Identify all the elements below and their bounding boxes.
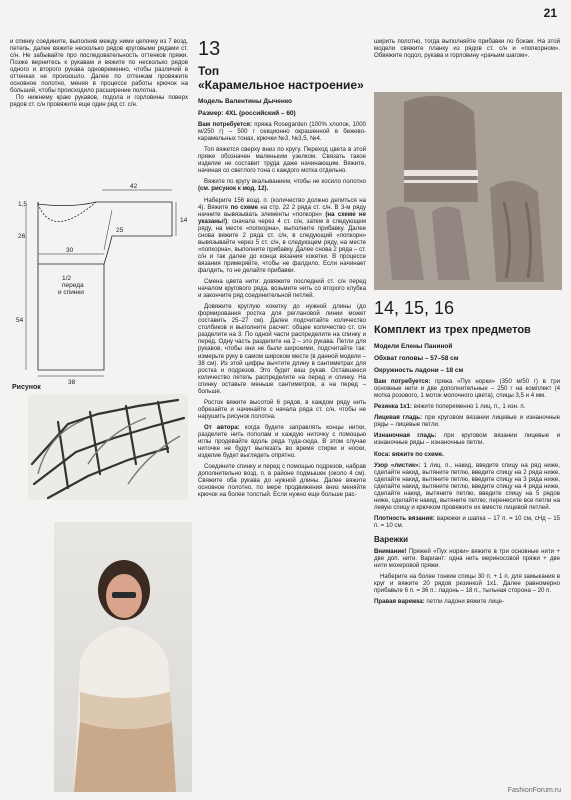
hat-mittens-figure [374,92,562,290]
model-numbers: 14, 15, 16 [374,298,455,318]
leaf-text: 1 лиц. п., накид, введите спицу на ряд ниже, сделайте накид, вытяните петлю, введите спицу на 2 ряда ниже, сделайте накид, вытяните петлю, введите спицу на 3 ряда ниже, сделайте накид, вытяните петлю, введите спицу на 4 ряда ниже, сделайте накид, вытяните петлю, введите спицу на 5 рядов ниже, сделайте накид, вытяните петлю; перенесите все петли на левую спицу и крючком провяжите их вместе лицевой петлей. [374,461,560,511]
cable-label: Коса: [374,450,391,458]
para-3-c: на стр. 22 2 ряда ст. с/н. В 3-м ряду начните вывязывать элементы «попкорн» [198,203,366,218]
head-size: Обхват головы – 57–58 см [374,355,459,363]
column-right [374,38,560,59]
para-5: Довяжите круглую кокетку до нужной длины (до формирования ростка для реглановой линии может составить 25–27 см). Далее подсчитайте количество столбиков и выполните расчет: общее количество ст. с/н разделите на 3. По одной части распределите на спинку и перед. Одну часть разделите на 2 – это рукава. Петли для рукавов, чтобы они не были широкими, подсчитайте так: измерьте руку в самом широком месте (в данной модели – 38 см). Из этой цифры вычтите длину в сантиметрах для ростка и подрезов. Это будет ваш рукав. Оставшееся количество петель распределите на перед и спинку. На спинку оставьте меньше сантиметров, а на перед – больше. [198,303,366,395]
materials-label: Вам потребуется: [198,121,252,129]
para-3-e: : сначала через 4 ст. с/н, затем в следующем ряду, на месте «попкорна», выполните прибавку. Далее снова вяжите 2 ряда ст. с/н, в следующий «попкорн» вывязывайте через 5 ст. с/н, в следующем ряду, на месте «попкорна», выполните прибавку. Далее снова 2 ряда – ст. с/н и так далее до конца вязания кокетки. В процессе вязания примеряйте, чтобы не фалдило. Если начинает фалдить, то не делайте прибавки. [198,217,366,274]
stockinette [374,414,560,428]
cast-on: Наберите на более тонкие спицы 30 п. + 1 п. для замыкания в круг и вяжите 20 рядов резинкой 1х1. Далее равномерно прибавьте 6 п. = 36 п.: ладонь – 18 п., тыльная сторона – 20 п. [374,573,560,595]
cable [374,451,560,458]
palm-size: Окружность ладони – 18 см [374,367,464,375]
page-number: 21 [543,6,557,20]
attention-label: Внимание! [374,547,407,555]
author-note-label: От автора: [204,423,240,431]
reverse-stockinette [374,432,560,446]
right-mitten-text: петли ладони вяжите лице- [424,598,505,606]
label-front: переда [62,282,84,289]
para-4: Смена цвета нити: довяжите последний ст. с/н перед началом кругового ряда, возьмите нить со второго клубка и закончите ряд соединительной петлей. [198,278,366,300]
materials [198,121,366,142]
size: Размер: 4XL (российский – 60) [198,110,296,118]
materials-2-text: пряжа «Пух норки» (350 м/50 г) в три основные нити и две дополнительные – 250 г на комплект (4 мотка розового, 1 моток молочного цвета), спицы 3,5 и 4 мм. [374,378,561,400]
stitch-figure [28,394,188,500]
cable-text: вяжите по схеме. [390,450,444,458]
materials-2 [374,378,560,399]
designer-2: Модели Елены Паниной [374,343,453,350]
column-middle [198,38,366,498]
dim-42: 42 [130,183,138,190]
set-photo [374,92,562,290]
trim-paragraph: По нижнему краю рукавов, подола и горловины поверх рядов ст. с/н провяжите еще один ряд ст. с/н. [10,94,188,109]
woman-figure [54,522,192,792]
para-8: Соедините спинку и перед с помощью подрезов, набрав дополнительно возд. п. в районе подмышек (около 4 см). Свяжите оба рукава до нужной длины. Далее вяжите основное полотно, по мере продвижения вниз меняйте крючок на более толстый. Если нужно еще больше рас- [198,463,366,499]
materials-text: пряжа Rosegarden (100% хлопок, 1000 м/250 г) – 500 г секционно окрашенной в бежево-карамельных тонах, крючки №3, №3,5, №4. [198,121,366,143]
dim-14: 14 [180,217,188,224]
dim-38: 38 [68,379,76,386]
attention [374,548,560,569]
rib-label: Резинка 1х1: [374,403,413,411]
intro-paragraph: и спинку соедините, выполнив между ними цепочку из 7 возд. петель, далее вяжите несколько рядов круговыми рядами ст. с/н. Не забывайте про последовательность оттенков пряжи. Позже вернитесь к рукавам и вяжите по несколько рядов одного и второго рукава одновременно, чтобы различий в оттенках не произошло. Далее по оттенкам провяжите основное полотно, меняя в процессе работы крючок на больший, чтобы происходило расширение полотна. [10,38,188,95]
column-right-lower [374,298,560,605]
dim-1-5: 1,5 [18,201,28,208]
para-3-b: по схеме [230,203,259,211]
dim-25: 25 [116,227,124,234]
right-mitten-label: Правая варежка: [374,598,425,606]
continuation-paragraph: ширить полотно, тогда выполняйте прибавки по бокам. На этой модели свяжите планку из рядов ст. с/н и «попкорном». Обвяжите подол, рукава и горловину «рачьим шагом». [374,38,560,60]
para-2 [198,178,366,192]
dim-30: 30 [66,247,74,254]
dim-26: 26 [18,233,26,240]
stockinette-text: при круговом вязании лицевые и изнаночные ряды – лицевые петли. [374,414,560,429]
dim-54: 54 [16,317,24,324]
author-note-text: когда будете заправлять концы нитки, разделите нить пополам и каждую ниточку с помощью иглы продевайте вдоль ряда туда-сюда. В этом случае ниточке не будут вылезать во время стирки и носки, изделие будет выглядеть опрятно. [198,423,366,460]
watermark: FashionForum.ru [507,787,561,794]
model-title-line2: «Карамельное настроение» [198,78,364,92]
reverse-text: при круговом вязании лицевые и изнаночные ряды – изнаночные петли. [374,432,560,447]
para-2-ref: (см. рисунок к мод. 12). [198,185,269,193]
para-2-text: Вяжите по кругу вкалыванием, чтобы не косило полотно [204,178,366,186]
leaf-label: Узор «листик»: [374,461,421,469]
rib-stitch [374,403,560,410]
para-6: Росток вяжите высотой 6 рядов, в каждом ряду нить обрезайте и начинайте с начала ряда ст. с/н, чтобы не нарушить рисунок полотна. [198,398,366,420]
gauge-text: варежки и шапка – 17 п. = 10 см, сНд – 15 п. = 10 см. [374,514,560,529]
stockinette-label: Лицевая гладь: [374,414,423,422]
column-left [10,38,188,108]
para-3 [198,197,366,275]
para-3-a: Наберите 156 возд. п. (количество должно делиться на 4). Вяжите [198,196,366,211]
materials-2-label: Вам потребуется: [374,378,431,386]
label-half: 1/2 [62,275,72,282]
model-title-line1: Топ [198,64,220,78]
para-7 [198,424,366,459]
pattern-schematic [12,180,192,386]
set-title: Комплект из трех предметов [374,324,531,336]
reverse-label: Изнаночная гладь: [374,432,437,440]
mittens-heading: Варежки [374,534,409,544]
attention-text: Пряжей «Пух норки» вяжите в три основные нити + две доп. нити. Вариант: одна нить мериносовой пряжи + две нити мохеровой пряжи. [374,547,560,570]
designer: Модель Валентины Дыченко [198,98,292,105]
figure-label: Рисунок [12,384,41,391]
gauge [374,515,560,529]
rib-text: вяжите попеременно 1 лиц. п., 1 изн. п. [412,403,526,411]
para-3-d: (на схеме не указаны!) [198,210,366,225]
gauge-label: Плотность вязания: [374,514,435,522]
model-number: 13 [198,38,221,60]
label-back: и спинки [58,289,84,296]
right-mitten [374,598,560,605]
leaf-pattern [374,462,560,511]
para-1: Топ вяжется сверху вниз по кругу. Переход цвета в этой пряже обозначен маленьким узелком. Связать такое изделие не составит труда даже начинающим. Вяжите, начиная со светлого тона с каждого мотка отдельно. [198,146,366,175]
model-photo-top [54,522,192,792]
